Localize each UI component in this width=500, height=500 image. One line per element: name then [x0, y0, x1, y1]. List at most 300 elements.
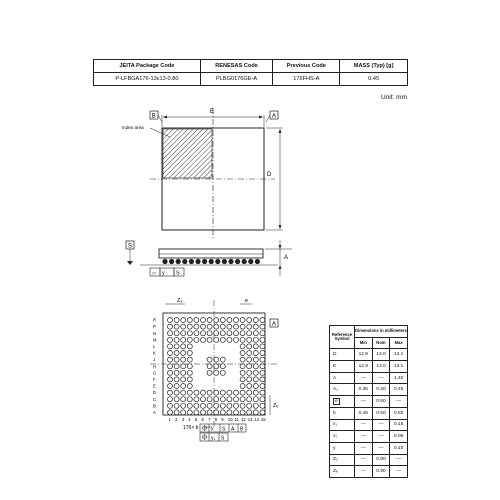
- side-solder-ball: [202, 259, 207, 264]
- bga-ball: [181, 403, 186, 408]
- bga-ball: [240, 410, 245, 415]
- col-number: 3: [181, 417, 185, 422]
- bga-ball: [181, 397, 186, 402]
- header-renesas: RENESAS Code: [200, 60, 273, 73]
- bga-ball: [247, 331, 252, 336]
- bga-ball: [220, 324, 225, 329]
- row-letter: K: [153, 350, 156, 356]
- bga-ball: [220, 390, 225, 395]
- bga-ball: [260, 397, 265, 402]
- dimension-row: [330, 361, 408, 373]
- dimension-table-body: [330, 349, 408, 478]
- bga-ball: [174, 410, 179, 415]
- bga-ball: [181, 390, 186, 395]
- bga-ball: [214, 337, 219, 342]
- index-area-hatch: [163, 129, 212, 178]
- bga-ball: [253, 403, 258, 408]
- bga-ball: [187, 351, 192, 356]
- dim-cell-nom: 0.80: [372, 396, 390, 408]
- bga-ball: [168, 370, 173, 375]
- bga-ball: [194, 324, 199, 329]
- bga-ball: [260, 318, 265, 323]
- bga-ball: [187, 384, 192, 389]
- bga-ball: [253, 410, 258, 415]
- bga-ball: [194, 403, 199, 408]
- dim-cell-symbol: D: [330, 349, 355, 361]
- bga-ball: [174, 403, 179, 408]
- col-number: 5: [194, 417, 198, 422]
- dim-cell-min: —: [355, 442, 373, 454]
- row-letter: F: [153, 377, 156, 382]
- svg-text:y₁: y₁: [211, 435, 216, 442]
- bga-ball: [194, 390, 199, 395]
- dim-cell-max: 1.40: [390, 372, 408, 384]
- bga-ball: [207, 370, 212, 375]
- side-balls: [162, 259, 260, 264]
- dim-header-max: Max: [390, 337, 408, 349]
- dim-cell-min: —: [355, 372, 373, 384]
- bga-ball: [234, 324, 239, 329]
- value-jeita: P-LFBGA176-13x13-0.80: [94, 73, 201, 86]
- col-number: 4: [188, 417, 191, 422]
- bga-ball: [168, 337, 173, 342]
- row-letter: B: [153, 403, 156, 409]
- bga-ball: [240, 370, 245, 375]
- bga-ball: [214, 403, 219, 408]
- dim-cell-max: 0.55: [390, 407, 408, 419]
- pitch-e-label: e: [245, 298, 249, 304]
- bga-ball: [247, 390, 252, 395]
- bga-ball: [260, 390, 265, 395]
- bga-ball: [220, 331, 225, 336]
- col-number: 8: [214, 417, 218, 422]
- dimension-row: [330, 431, 408, 443]
- row-letter: N: [153, 330, 157, 336]
- side-solder-ball: [169, 259, 174, 264]
- dim-cell-max: —: [390, 466, 408, 478]
- bga-ball: [187, 410, 192, 415]
- ball-count-label: 176× b: [183, 425, 199, 431]
- bga-ball: [187, 357, 192, 362]
- bottom-datum-a-label: A: [272, 321, 277, 328]
- dim-cell-symbol: [330, 396, 355, 408]
- bga-ball: [253, 377, 258, 382]
- bga-ball: [207, 318, 212, 323]
- dim-cell-max: 0.45: [390, 384, 408, 396]
- bga-ball: [214, 397, 219, 402]
- dim-cell-min: —: [355, 454, 373, 466]
- bga-ball: [253, 331, 258, 336]
- side-solder-ball: [255, 259, 260, 264]
- row-letter: M: [153, 337, 157, 343]
- bga-ball: [181, 377, 186, 382]
- dim-cell-symbol: E: [330, 361, 355, 373]
- dimension-row: [330, 407, 408, 419]
- bga-ball: [253, 337, 258, 342]
- flatness-y-label: y: [162, 270, 165, 277]
- bga-ball: [220, 410, 225, 415]
- dim-cell-min: —: [355, 466, 373, 478]
- row-letter: L: [153, 344, 156, 349]
- bga-ball: [260, 351, 265, 356]
- bga-ball: [207, 397, 212, 402]
- bga-ball: [201, 318, 206, 323]
- ze-label: Zₑ: [273, 403, 279, 409]
- bga-ball: [260, 364, 265, 369]
- dim-cell-min: 0.45: [355, 407, 373, 419]
- bga-ball: [174, 377, 179, 382]
- bga-ball: [207, 390, 212, 395]
- bga-ball: [168, 318, 173, 323]
- bga-ball: [253, 351, 258, 356]
- value-mass: 0.45: [340, 73, 408, 86]
- bga-ball: [220, 337, 225, 342]
- bga-ball: [181, 331, 186, 336]
- dim-symbol-boxed: e: [335, 398, 338, 404]
- dimension-row: [330, 419, 408, 431]
- dim-cell-min: —: [355, 431, 373, 443]
- fcf-position-2: [200, 433, 228, 442]
- bga-ball: [234, 397, 239, 402]
- bga-ball: [201, 390, 206, 395]
- col-number: 7: [208, 417, 211, 422]
- bga-ball: [247, 370, 252, 375]
- bga-ball: [207, 364, 212, 369]
- dim-cell-nom: 0.40: [372, 384, 390, 396]
- dim-cell-nom: 13.0: [372, 349, 390, 361]
- bga-ball: [234, 410, 239, 415]
- row-letter: P: [153, 324, 156, 330]
- datum-a-label: A: [272, 113, 277, 120]
- bga-ball: [220, 357, 225, 362]
- bga-ball: [247, 410, 252, 415]
- bga-ball: [260, 370, 265, 375]
- bga-ball: [181, 318, 186, 323]
- dim-header-min: Min: [355, 337, 373, 349]
- col-labels: [169, 417, 267, 422]
- bga-ball: [168, 344, 173, 349]
- bga-ball: [207, 337, 212, 342]
- row-letter: R: [153, 317, 157, 323]
- bga-ball: [174, 337, 179, 342]
- dimension-row: [330, 372, 408, 384]
- flatness-s-label: S: [176, 270, 180, 277]
- side-solder-ball: [189, 259, 194, 264]
- ball-grid: [168, 318, 265, 415]
- dim-cell-max: 0.08: [390, 431, 408, 443]
- bga-ball: [247, 384, 252, 389]
- bga-ball: [214, 318, 219, 323]
- row-letter: D: [153, 390, 157, 396]
- col-number: 10: [227, 417, 233, 422]
- dim-cell-nom: —: [372, 442, 390, 454]
- header-mass: MASS (Typ) [g]: [340, 60, 408, 73]
- unit-label: Unit: mm: [381, 94, 407, 101]
- col-number: 11: [234, 417, 239, 422]
- bga-ball: [253, 384, 258, 389]
- bga-ball: [260, 357, 265, 362]
- fcf-position: [200, 424, 246, 433]
- bga-ball: [247, 318, 252, 323]
- dim-cell-nom: —: [372, 372, 390, 384]
- dim-cell-symbol: y: [330, 442, 355, 454]
- dim-e-label: E: [210, 109, 215, 115]
- dim-cell-symbol: A₁: [330, 384, 355, 396]
- svg-text:▱: ▱: [152, 270, 156, 277]
- dim-cell-max: —: [390, 454, 408, 466]
- bga-ball: [201, 397, 206, 402]
- col-number: 6: [201, 417, 204, 422]
- row-letter: C: [153, 396, 157, 402]
- bga-ball: [207, 324, 212, 329]
- col-number: 14: [254, 417, 259, 422]
- bga-ball: [187, 318, 192, 323]
- bga-ball: [214, 331, 219, 336]
- bga-ball: [253, 344, 258, 349]
- bga-ball: [201, 331, 206, 336]
- bga-ball: [168, 364, 173, 369]
- bga-ball: [174, 384, 179, 389]
- bga-ball: [181, 324, 186, 329]
- dim-cell-symbol: Zₑ: [330, 466, 355, 478]
- bga-ball: [253, 318, 258, 323]
- dim-cell-max: —: [390, 396, 408, 408]
- dim-cell-max: 13.1: [390, 349, 408, 361]
- col-number: 13: [247, 417, 253, 422]
- bga-ball: [187, 331, 192, 336]
- bga-ball: [194, 410, 199, 415]
- bga-ball: [174, 318, 179, 323]
- svg-text:A: A: [231, 426, 235, 433]
- bga-ball: [253, 397, 258, 402]
- value-previous: 176FHS-A: [273, 73, 340, 86]
- side-solder-ball: [182, 259, 187, 264]
- col-number: 15: [260, 417, 266, 422]
- bga-ball: [247, 377, 252, 382]
- bga-ball: [181, 364, 186, 369]
- bga-ball: [247, 403, 252, 408]
- bga-ball: [207, 410, 212, 415]
- bga-ball: [253, 390, 258, 395]
- col-number: 1: [168, 417, 171, 422]
- bga-ball: [207, 403, 212, 408]
- dim-cell-max: 0.15: [390, 419, 408, 431]
- bga-ball: [201, 410, 206, 415]
- bga-ball: [174, 364, 179, 369]
- dimension-row: [330, 442, 408, 454]
- bga-ball: [260, 403, 265, 408]
- value-renesas: PLBG0176GE-A: [200, 73, 273, 86]
- bga-ball: [168, 357, 173, 362]
- bga-ball: [240, 318, 245, 323]
- bga-ball: [174, 351, 179, 356]
- bga-ball: [260, 344, 265, 349]
- header-previous: Previous Code: [273, 60, 340, 73]
- bga-ball: [187, 390, 192, 395]
- dim-cell-symbol: Z₂: [330, 454, 355, 466]
- bga-ball: [174, 397, 179, 402]
- dim-cell-min: 12.9: [355, 349, 373, 361]
- bga-ball: [168, 351, 173, 356]
- bga-ball: [168, 324, 173, 329]
- bga-ball: [240, 384, 245, 389]
- bga-ball: [181, 410, 186, 415]
- bga-ball: [174, 390, 179, 395]
- zd-label: Z₂: [177, 298, 183, 304]
- dim-header-dims: Dimensions in millimeters: [355, 326, 408, 338]
- bga-ball: [240, 344, 245, 349]
- dim-cell-nom: 0.50: [372, 407, 390, 419]
- side-package-body: [159, 249, 263, 258]
- dim-header-nom: Nom: [372, 337, 390, 349]
- bga-ball: [234, 331, 239, 336]
- bga-ball: [214, 390, 219, 395]
- bga-ball: [168, 397, 173, 402]
- row-letter: J: [153, 357, 156, 363]
- dim-cell-nom: 0.90: [372, 466, 390, 478]
- bga-ball: [201, 337, 206, 342]
- bga-ball: [214, 410, 219, 415]
- bga-ball: [240, 351, 245, 356]
- bga-ball: [214, 364, 219, 369]
- row-letter: G: [153, 370, 157, 376]
- bga-ball: [174, 331, 179, 336]
- bottom-view: [150, 298, 278, 442]
- bga-ball: [187, 377, 192, 382]
- dim-cell-min: 0.35: [355, 384, 373, 396]
- col-number: 12: [241, 417, 246, 422]
- side-solder-ball: [209, 259, 214, 264]
- datum-s-label: S: [128, 243, 133, 250]
- bga-ball: [181, 351, 186, 356]
- bga-ball: [168, 410, 173, 415]
- bga-ball: [227, 331, 232, 336]
- bga-ball: [168, 403, 173, 408]
- row-labels: [153, 318, 157, 415]
- bga-ball: [174, 370, 179, 375]
- bga-ball: [174, 357, 179, 362]
- svg-text:x: x: [211, 426, 214, 433]
- bga-ball: [194, 337, 199, 342]
- bga-ball: [214, 324, 219, 329]
- bga-ball: [220, 364, 225, 369]
- side-solder-ball: [248, 259, 253, 264]
- bga-ball: [181, 344, 186, 349]
- bga-ball: [253, 364, 258, 369]
- bga-ball: [168, 390, 173, 395]
- bga-ball: [207, 357, 212, 362]
- header-jeita: JEITA Package Code: [94, 60, 201, 73]
- col-number: 2: [175, 417, 178, 422]
- dim-cell-min: —: [355, 419, 373, 431]
- bga-ball: [260, 384, 265, 389]
- side-solder-ball: [222, 259, 227, 264]
- bga-ball: [181, 370, 186, 375]
- bga-ball: [187, 324, 192, 329]
- svg-text:S: S: [222, 426, 226, 433]
- bga-ball: [187, 344, 192, 349]
- bga-ball: [253, 357, 258, 362]
- bga-ball: [220, 370, 225, 375]
- side-solder-ball: [195, 259, 200, 264]
- bga-ball: [181, 337, 186, 342]
- bga-ball: [187, 403, 192, 408]
- svg-text:S: S: [221, 435, 225, 442]
- bga-ball: [247, 351, 252, 356]
- bga-ball: [214, 357, 219, 362]
- bga-ball: [174, 324, 179, 329]
- index-area-label: Index area: [122, 125, 144, 130]
- dim-cell-nom: 13.0: [372, 361, 390, 373]
- bga-ball: [194, 331, 199, 336]
- side-view: [126, 240, 292, 277]
- dimension-row: [330, 466, 408, 478]
- side-solder-ball: [228, 259, 233, 264]
- side-solder-ball: [176, 259, 181, 264]
- bga-ball: [227, 324, 232, 329]
- side-solder-ball: [235, 259, 240, 264]
- bga-ball: [247, 324, 252, 329]
- dim-cell-symbol: A: [330, 372, 355, 384]
- dim-cell-nom: —: [372, 431, 390, 443]
- dim-d-label: D: [267, 172, 272, 178]
- bga-ball: [240, 403, 245, 408]
- bga-ball: [207, 331, 212, 336]
- dim-cell-min: —: [355, 396, 373, 408]
- dim-cell-symbol: x₁: [330, 419, 355, 431]
- dim-header-ref: Reference Symbol: [330, 326, 355, 349]
- dim-cell-min: 12.9: [355, 361, 373, 373]
- bga-ball: [240, 364, 245, 369]
- dim-cell-max: 13.1: [390, 361, 408, 373]
- side-solder-ball: [215, 259, 220, 264]
- bga-ball: [227, 337, 232, 342]
- bga-ball: [240, 397, 245, 402]
- bga-ball: [187, 397, 192, 402]
- side-solder-ball: [162, 259, 167, 264]
- bga-ball: [260, 337, 265, 342]
- bga-ball: [234, 403, 239, 408]
- bga-ball: [247, 357, 252, 362]
- bga-ball: [260, 331, 265, 336]
- row-letter: H: [153, 363, 157, 369]
- dimension-table: [329, 325, 408, 478]
- bga-ball: [220, 397, 225, 402]
- row-letter: E: [153, 383, 156, 389]
- dimension-row: [330, 396, 408, 408]
- bga-ball: [187, 364, 192, 369]
- bga-ball: [187, 337, 192, 342]
- dim-cell-max: 0.10: [390, 442, 408, 454]
- row-letter: A: [153, 410, 156, 415]
- bga-ball: [181, 384, 186, 389]
- bga-ball: [247, 397, 252, 402]
- dimension-row: [330, 454, 408, 466]
- bga-ball: [240, 377, 245, 382]
- bga-ball: [220, 318, 225, 323]
- side-solder-ball: [242, 259, 247, 264]
- bga-ball: [201, 403, 206, 408]
- bga-ball: [168, 331, 173, 336]
- bga-ball: [194, 318, 199, 323]
- dim-cell-symbol: b: [330, 407, 355, 419]
- bga-ball: [260, 324, 265, 329]
- bga-ball: [201, 324, 206, 329]
- bga-ball: [240, 331, 245, 336]
- dim-cell-nom: 0.90: [372, 454, 390, 466]
- bga-ball: [227, 410, 232, 415]
- bga-ball: [247, 364, 252, 369]
